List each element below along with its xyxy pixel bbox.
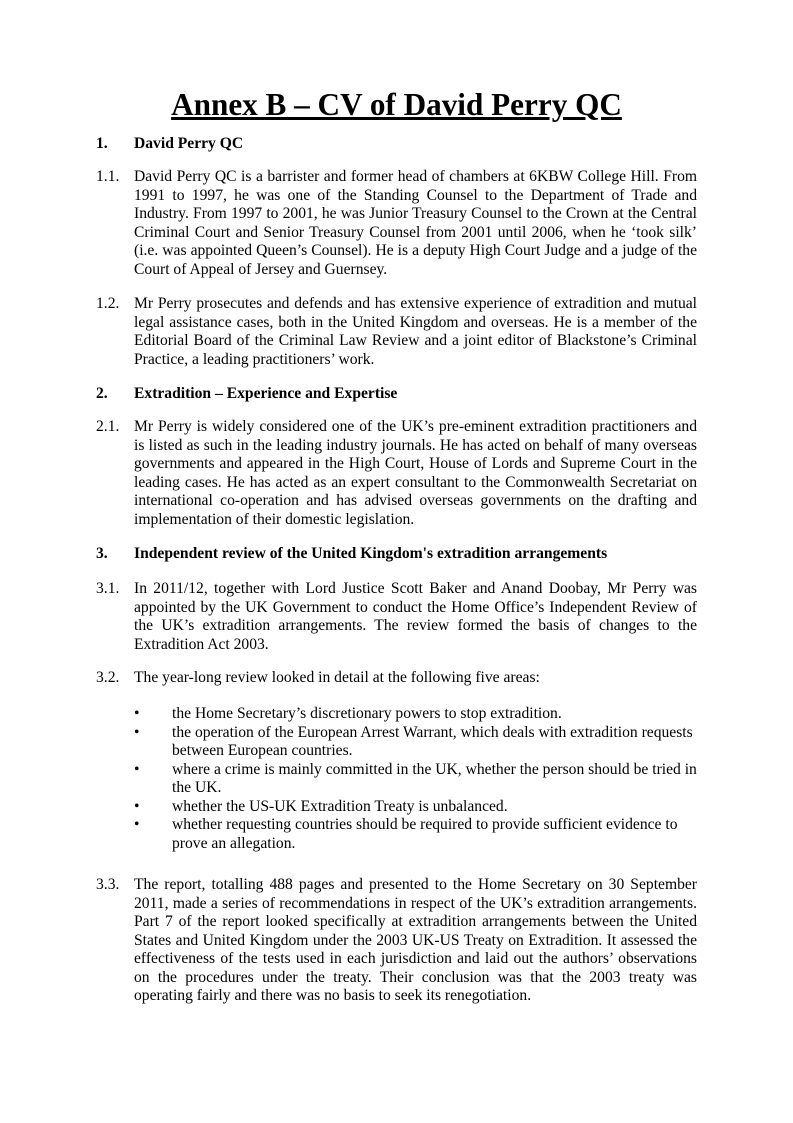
paragraph-text: Mr Perry prosecutes and defends and has extensive experience of extradition and mutual legal assistance cases, both in the United Kingdom and overseas. He is a member of the Editorial Board of the Criminal Law Review and a joint editor of Blackstone’s Criminal Practice, a leading practitioners’ work. [134, 295, 697, 368]
list-item [132, 816, 697, 853]
section-heading-text: Independent review of the United Kingdom's extradition arrangements [134, 545, 608, 562]
paragraph-text: The report, totalling 488 pages and presented to the Home Secretary on 30 September 2011, made a series of recommendations in respect of the UK’s extradition arrangements. Part 7 of the report looked specifically at extradition arrangements between the United States and United Kingdom under the 2003 UK-US Treaty on Extradition. It assessed the effectiveness of the tests used in each jurisdiction and laid out the authors’ observations on the procedures under the treaty. Their conclusion was that the 2003 treaty was operating fairly and there was no basis to seek its renegotiation. [134, 876, 697, 1004]
list-item [132, 761, 697, 798]
paragraph-text: David Perry QC is a barrister and former head of chambers at 6KBW College Hill. From 1991 to 1997, he was one of the Standing Counsel to the Department of Trade and Industry. From 1997 to 2001, he was Junior Treasury Counsel to the Crown at the Central Criminal Court and Senior Treasury Counsel from 2001 until 2006, when he ‘took silk’ (i.e. was appointed Queen’s Counsel). He is a deputy High Court Judge and a judge of the Court of Appeal of Jersey and Guernsey. [134, 168, 697, 278]
list-item-text: whether requesting countries should be required to provide sufficient evidence to prove an allegation. [172, 816, 678, 852]
bullet-icon: • [134, 797, 140, 815]
bullet-icon: • [134, 816, 140, 833]
list-item-text: where a crime is mainly committed in the UK, whether the person should be tried in the UK. [172, 760, 697, 796]
section-heading-text: Extradition – Experience and Expertise [134, 385, 398, 402]
page-title: Annex B – CV of David Perry QC [171, 87, 622, 122]
paragraph-text: Mr Perry is widely considered one of the UK’s pre-eminent extradition practitioners and is listed as such in the leading industry journals. He has acted on behalf of many overseas governments and appeared in the High Court, House of Lords and Supreme Court in the leading cases. He has acted as an expert consultant to the Commonwealth Secretariat on international co-operation and has advised overseas governments on the drafting and implementation of their domestic legislation. [134, 418, 697, 528]
paragraph-text: The year-long review looked in detail at the following five areas: [134, 669, 540, 686]
section-number: 3. [96, 545, 108, 562]
paragraph-number: 1.2. [96, 295, 120, 312]
paragraph-number: 1.1. [96, 168, 120, 185]
paragraph-text: In 2011/12, together with Lord Justice Scott Baker and Anand Doobay, Mr Perry was appointed by the UK Government to conduct the Home Office’s Independent Review of the UK’s extradition arrangements. The review formed the basis of changes to the Extradition Act 2003. [134, 580, 697, 653]
bullet-icon: • [134, 723, 140, 741]
paragraph-number: 3.1. [96, 580, 120, 597]
paragraph-number: 2.1. [96, 418, 120, 435]
paragraph-number: 3.2. [96, 669, 120, 686]
list-item [132, 705, 697, 724]
section-number: 2. [96, 385, 108, 402]
list-item [132, 724, 697, 761]
bullet-icon: • [134, 705, 140, 722]
bullet-icon: • [134, 760, 140, 778]
section-number: 1. [96, 135, 108, 152]
list-item-text: whether the US-UK Extradition Treaty is unbalanced. [172, 797, 508, 815]
paragraph-number: 3.3. [96, 876, 120, 893]
list-item [132, 798, 697, 817]
section-heading-text: David Perry QC [134, 135, 244, 152]
review-areas-list [132, 705, 697, 853]
list-item-text: the Home Secretary’s discretionary powers to stop extradition. [172, 705, 562, 722]
list-item-text: the operation of the European Arrest Warrant, which deals with extradition requests between European countries. [172, 723, 693, 759]
